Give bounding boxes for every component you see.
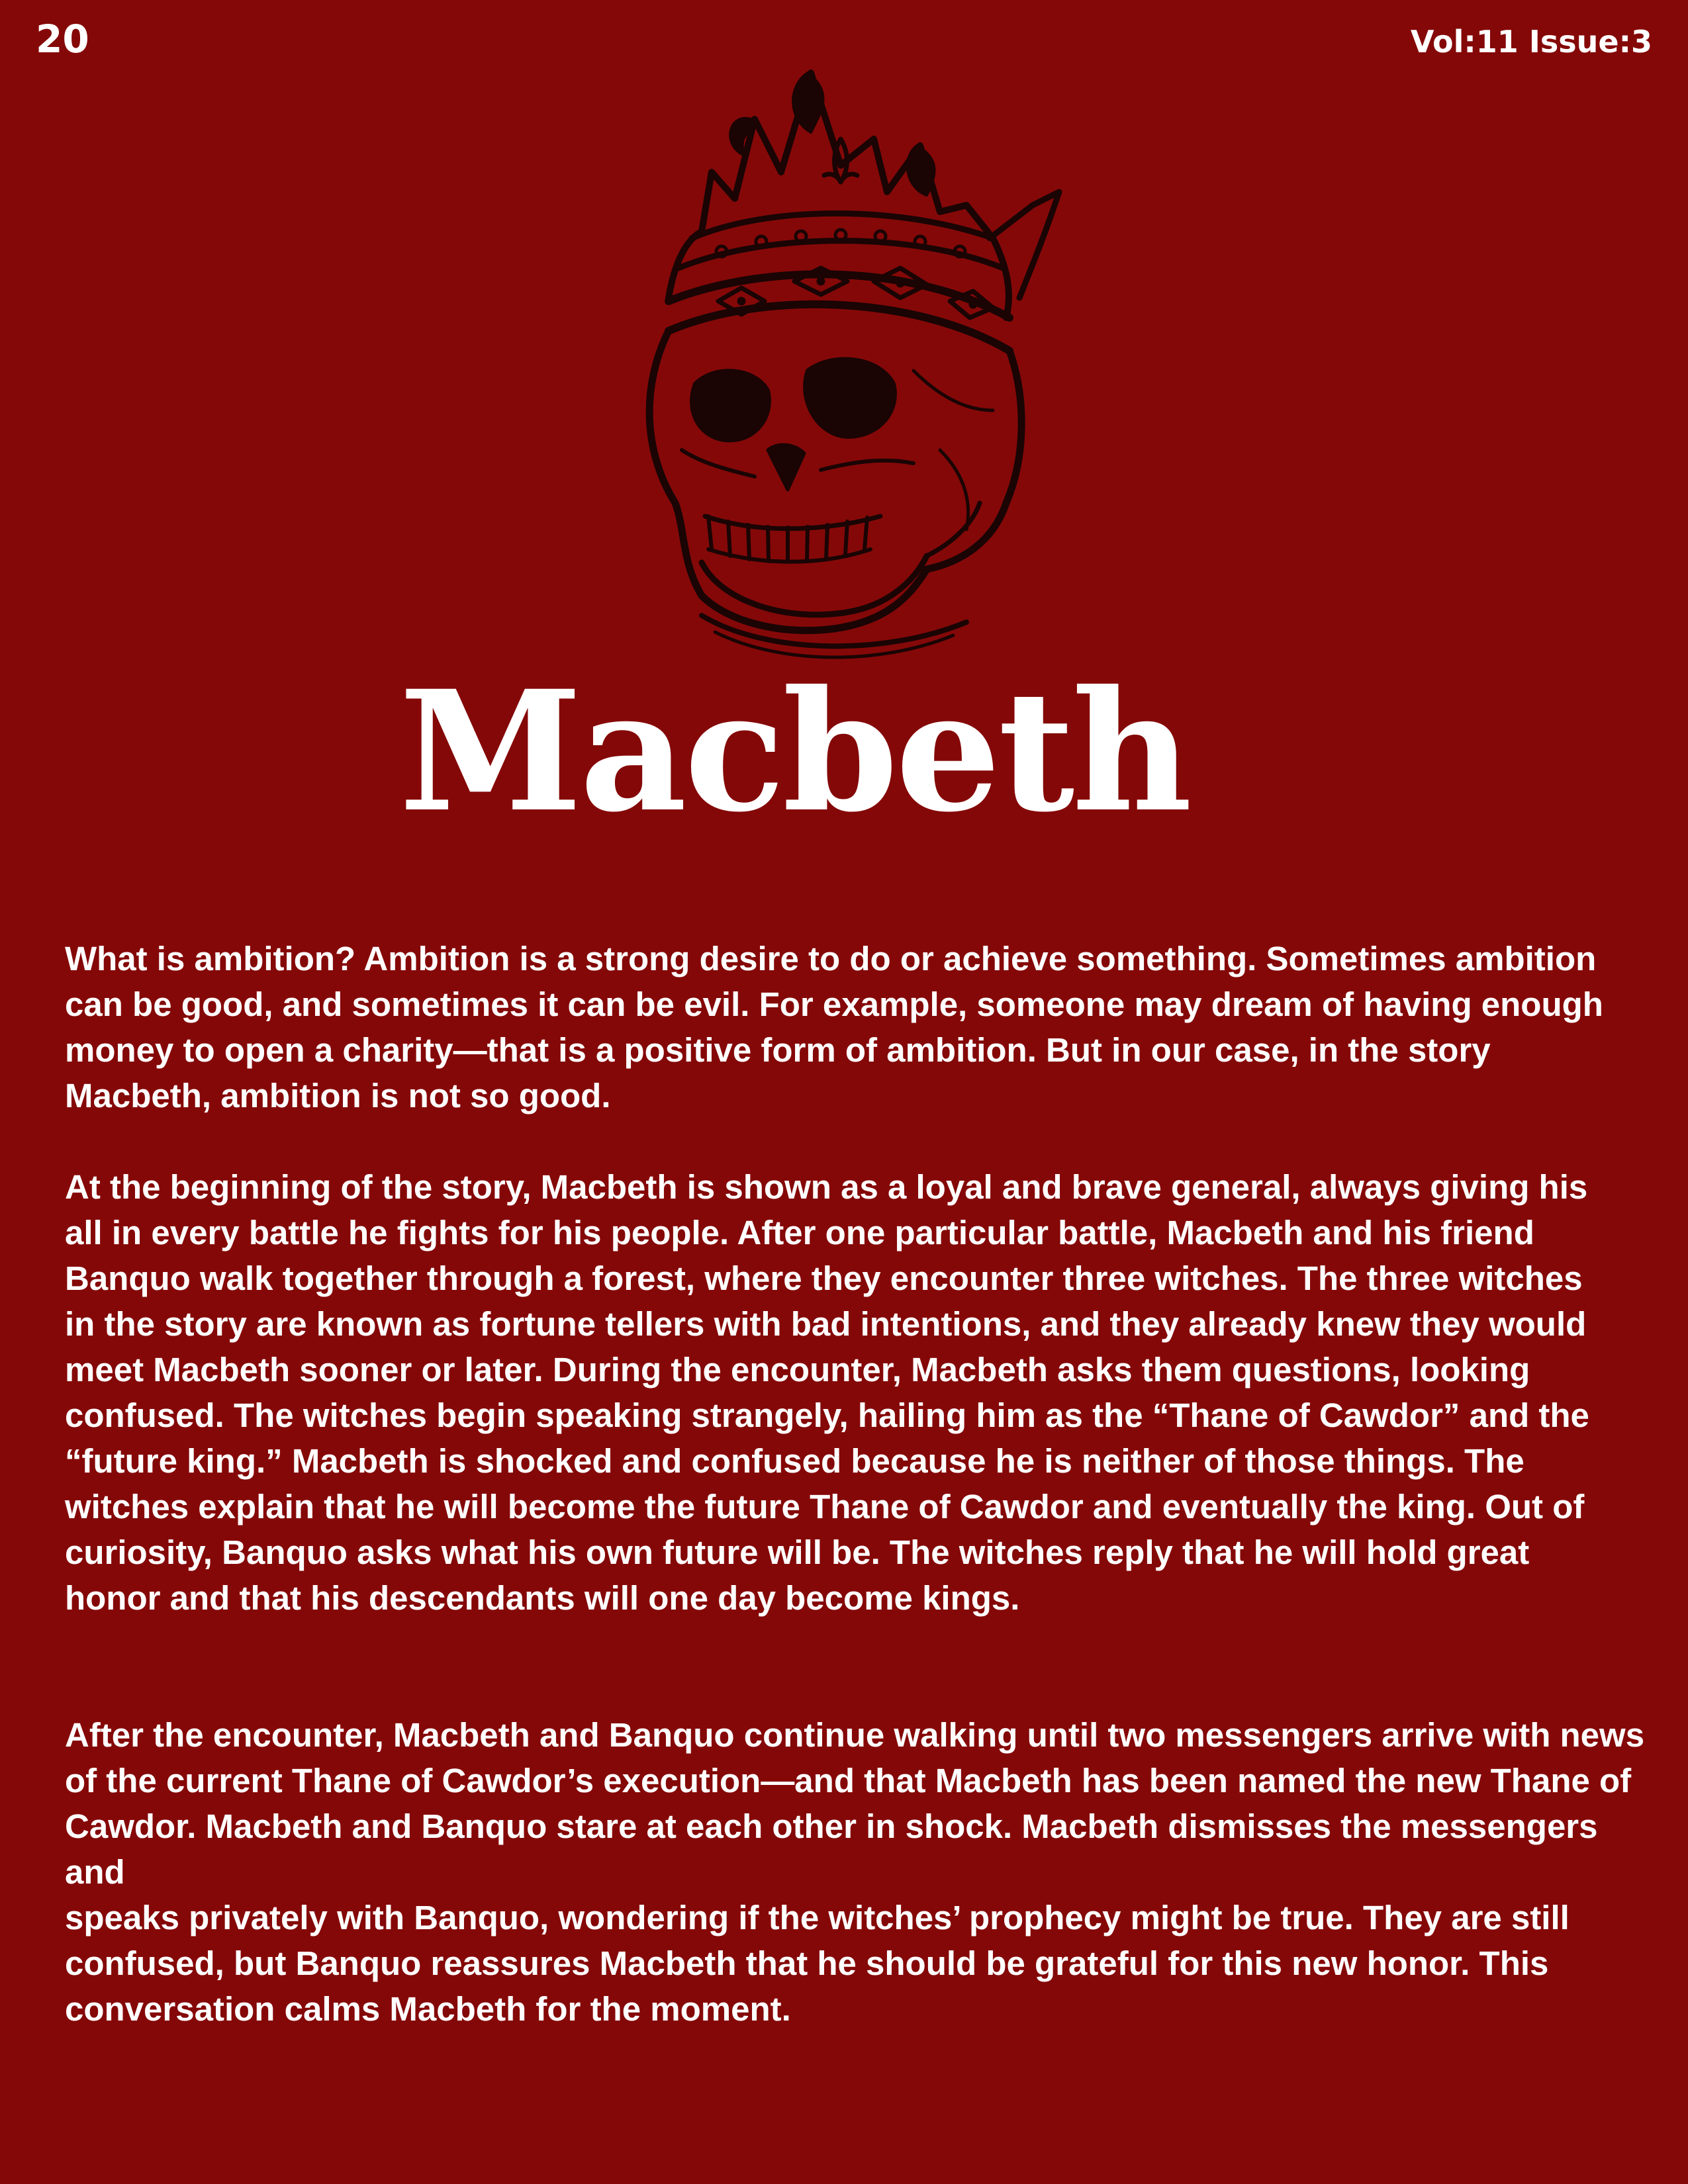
article-body	[65, 936, 1667, 2032]
article-paragraph: After the encounter, Macbeth and Banquo continue walking until two messengers arrive with news of the current Thane of Cawdor’s execution—and that Macbeth has been named the new Thane of Cawdor. Macbeth and Banquo stare at each other in shock. Macbeth dismisses the messengers and speaks privately with Banquo, wondering if the witches’ prophecy might be true. They are still confused, but Banquo reassures Macbeth that he should be grateful for this new honor. This conversation calms Macbeth for the moment.	[65, 1716, 1645, 2028]
page-number: 20	[36, 17, 89, 62]
article-title: Macbeth	[399, 654, 1190, 848]
crowned-skull-icon	[569, 40, 1112, 675]
article-paragraph: What is ambition? Ambition is a strong desire to do or achieve something. Sometimes ambition can be good, and sometimes it can be evil. For example, someone may dream of having enough money to open a charity—that is a positive form of ambition. But in our case, in the story Macbeth, ambition is not so good.	[65, 940, 1603, 1115]
article-paragraph: At the beginning of the story, Macbeth is shown as a loyal and brave general, always giving his all in every battle he fights for his people. After one particular battle, Macbeth and his friend Banquo walk together through a forest, where they encounter three witches. The three witches in the story are known as fortune tellers with bad intentions, and they already knew they would meet Macbeth sooner or later. During the encounter, Macbeth asks them questions, looking confused. The witches begin speaking strangely, hailing him as the “Thane of Cawdor” and the “future king.” Macbeth is shocked and confused because he is neither of those things. The witches explain that he will become the future Thane of Cawdor and eventually the king. Out of curiosity, Banquo asks what his own future will be. The witches reply that he will hold great honor and that his descendants will one day become kings.	[65, 1168, 1589, 1617]
issue-info: Vol:11 Issue:3	[1410, 24, 1652, 60]
